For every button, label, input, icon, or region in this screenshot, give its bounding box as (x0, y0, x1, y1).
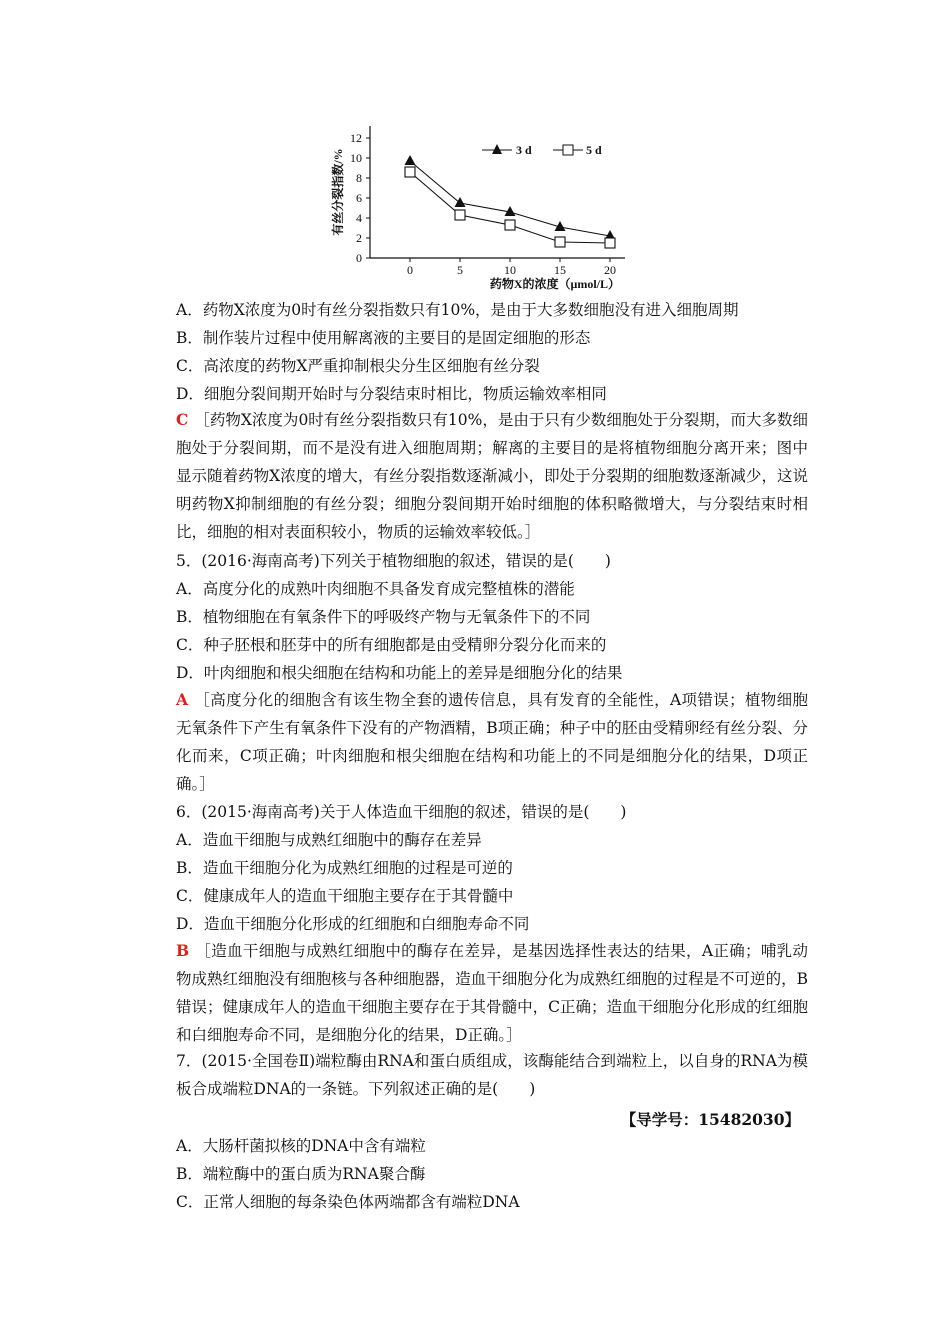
data-point-5d (505, 220, 515, 230)
q4-option-a: A．药物X浓度为0时有丝分裂指数只有10%，是由于大多数细胞没有进入细胞周期 (176, 301, 739, 319)
q5-explanation: ［高度分化的细胞含有该生物全套的遗传信息，具有发育的全能性，A项错误；植物细胞无氧条件下产生有氧条件下没有的产物酒精，B项正确；种子中的胚由受精卵经有丝分裂、分化而来，C项正确；叶肉细胞和根尖细胞在结构和功能上的不同是细胞分化的结果，D项正确。］ (176, 691, 808, 793)
q6-stem: 6．(2015·海南高考)关于人体造血干细胞的叙述，错误的是( ) (176, 803, 627, 821)
legend-label-5d: 5 d (586, 143, 602, 157)
y-tick-label: 2 (356, 231, 362, 245)
legend-marker-3d (492, 144, 502, 154)
y-tick-label: 0 (356, 251, 362, 265)
y-tick-label: 8 (356, 171, 362, 185)
chart-series (405, 155, 616, 248)
y-axis-label: 有丝分裂指数/% (331, 148, 345, 236)
q7-option-c: C．正常人细胞的每条染色体两端都含有端粒DNA (176, 1193, 520, 1211)
mitotic-index-chart (320, 118, 640, 298)
q5-option-c: C．种子胚根和胚芽中的所有细胞都是由受精卵分裂分化而来的 (176, 636, 607, 654)
q6-option-c: C．健康成年人的造血干细胞主要存在于其骨髓中 (176, 887, 514, 905)
y-tick-label: 10 (350, 151, 362, 165)
q5-answer: A (176, 690, 189, 709)
x-axis-label: 药物X的浓度（μmol/L） (489, 277, 620, 291)
x-ticks (407, 258, 616, 277)
q5-stem: 5．(2016·海南高考)下列关于植物细胞的叙述，错误的是( ) (176, 552, 611, 570)
q4-answer: C (176, 410, 189, 429)
x-tick-label: 10 (504, 263, 516, 277)
q4-option-b: B．制作装片过程中使用解离液的主要目的是固定细胞的形态 (176, 329, 591, 347)
q7-ref-number: 【导学号：15482030】 (620, 1110, 800, 1129)
x-tick-label: 15 (554, 263, 566, 277)
x-tick-label: 0 (407, 263, 413, 277)
data-point-3d (405, 155, 416, 165)
data-point-5d (555, 237, 565, 247)
q4-option-d: D．细胞分裂间期开始时与分裂结束时相比，物质运输效率相同 (176, 385, 607, 403)
q5-option-b: B．植物细胞在有氧条件下的呼吸终产物与无氧条件下的不同 (176, 608, 591, 626)
q6-option-a: A．造血干细胞与成熟红细胞中的酶存在差异 (176, 831, 482, 849)
y-tick-label: 12 (350, 131, 362, 145)
q4-explanation: ［药物X浓度为0时有丝分裂指数只有10%，是由于只有少数细胞处于分裂期，而大多数细胞处于分裂间期，而不是没有进入细胞周期；解离的主要目的是将植物细胞分离开来；图中显示随着药物X浓度的增大，有丝分裂指数逐渐减小，即处于分裂期的细胞数逐渐减少，这说明药物X抑制细胞的有丝分裂；细胞分裂间期开始时细胞的体积略微增大，与分裂结束时相比，细胞的相对表面积较小，物质的运输效率较低。］ (176, 411, 808, 541)
y-tick-label: 4 (356, 211, 362, 225)
q4-option-c: C．高浓度的药物X严重抑制根尖分生区细胞有丝分裂 (176, 357, 540, 375)
data-point-5d (405, 167, 415, 177)
y-ticks (350, 131, 370, 265)
chart-legend (482, 143, 602, 157)
x-tick-label: 5 (457, 263, 463, 277)
q6-explanation: ［造血干细胞与成熟红细胞中的酶存在差异，是基因选择性表达的结果，A正确；哺乳动物成熟红细胞没有细胞核与各种细胞器，造血干细胞分化为成熟红细胞的过程是不可逆的，B错误；健康成年人的造血干细胞主要存在于其骨髓中，C正确；造血干细胞分化形成的红细胞和白细胞寿命不同，是细胞分化的结果，D正确。］ (176, 942, 808, 1044)
data-point-5d (605, 238, 615, 248)
q6-explanation-block (176, 937, 808, 1049)
y-tick-label: 6 (356, 191, 362, 205)
q7-option-a: A．大肠杆菌拟核的DNA中含有端粒 (176, 1137, 426, 1155)
q7-stem: 7．(2015·全国卷Ⅱ)端粒酶由RNA和蛋白质组成，该酶能结合到端粒上，以自身的RNA为模板合成端粒DNA的一条链。下列叙述正确的是( ) (176, 1052, 808, 1098)
q6-option-b: B．造血干细胞分化为成熟红细胞的过程是可逆的 (176, 859, 513, 877)
legend-marker-5d (563, 145, 573, 155)
q5-option-a: A．高度分化的成熟叶肉细胞不具备发育成完整植株的潜能 (176, 580, 575, 598)
x-tick-label: 20 (604, 263, 616, 277)
legend-label-3d: 3 d (516, 143, 532, 157)
q4-explanation-block (176, 406, 808, 546)
data-point-5d (455, 210, 465, 220)
q7-option-b: B．端粒酶中的蛋白质为RNA聚合酶 (176, 1165, 426, 1183)
data-point-3d (455, 197, 466, 207)
q6-option-d: D．造血干细胞分化形成的红细胞和白细胞寿命不同 (176, 915, 530, 933)
q5-explanation-block (176, 686, 808, 798)
q5-option-d: D．叶肉细胞和根尖细胞在结构和功能上的差异是细胞分化的结果 (176, 664, 623, 682)
q6-answer: B (176, 941, 190, 960)
